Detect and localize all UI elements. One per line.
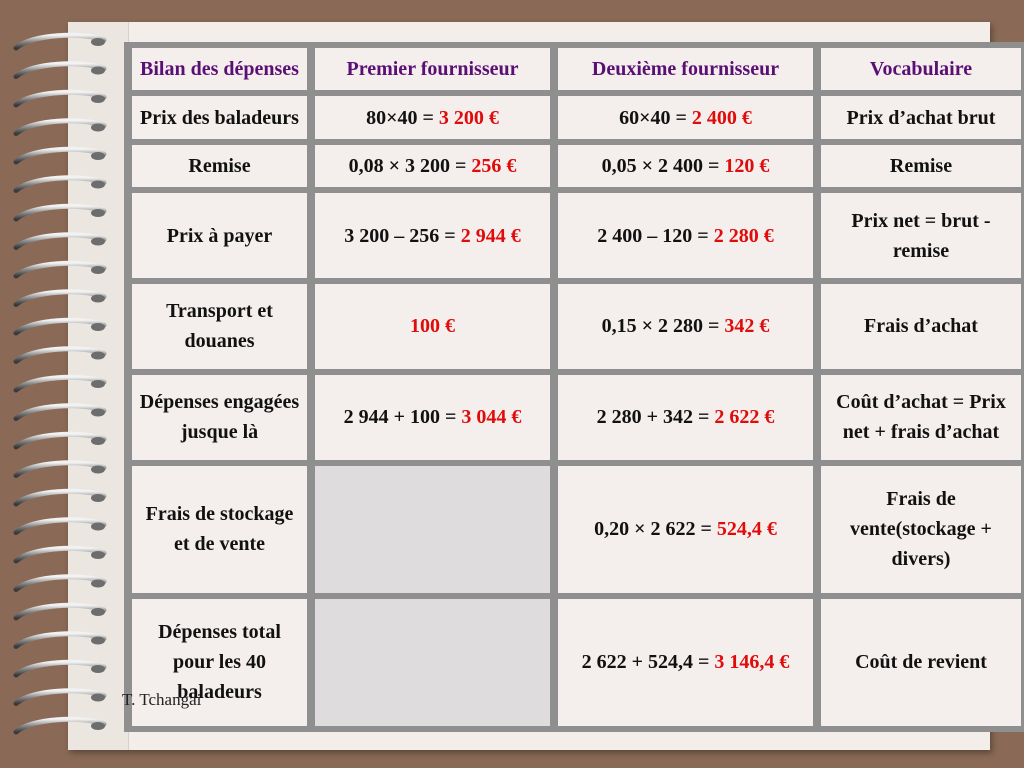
- calc-expr: 2 622 + 524,4 =: [581, 651, 715, 674]
- binding-hole-icon: [91, 380, 105, 388]
- binding-ring-icon: [16, 235, 104, 248]
- supplier1-empty-cell: [315, 599, 550, 726]
- binding-ring-icon: [16, 605, 104, 618]
- binding-hole-icon: [91, 551, 105, 559]
- calc-result: 2 622 €: [714, 406, 775, 429]
- binding-ring-icon: [16, 64, 104, 77]
- row-label: Frais de stockage et de vente: [132, 466, 307, 593]
- supplier1-cell: [315, 193, 550, 278]
- binding-ring-icon: [16, 149, 104, 162]
- binding-hole-icon: [91, 466, 105, 474]
- header-premier-fournisseur: Premier fournisseur: [315, 48, 550, 90]
- binding-ring-icon: [16, 434, 104, 447]
- author-credit: T. Tchangai: [122, 690, 202, 709]
- binding-ring-icon: [16, 206, 104, 219]
- row-label: Prix à payer: [132, 193, 307, 278]
- calc-result: 524,4 €: [716, 518, 777, 541]
- calc-result: 100 €: [410, 315, 455, 338]
- header-deuxieme-fournisseur: Deuxième fournisseur: [558, 48, 813, 90]
- binding-ring-icon: [16, 548, 104, 561]
- supplier2-cell: [558, 375, 813, 460]
- vocab-cell: Coût d’achat = Prix net + frais d’achat: [821, 375, 1021, 460]
- binding-hole-icon: [91, 352, 105, 360]
- header-vocabulaire: Vocabulaire: [821, 48, 1021, 90]
- binding-hole-icon: [91, 494, 105, 502]
- binding-ring-icon: [16, 491, 104, 504]
- row-label: Dépenses total pour les 40 baladeurs: [132, 599, 307, 726]
- supplier1-cell: [315, 284, 550, 369]
- calc-result: 120 €: [724, 154, 770, 177]
- header-bilan: Bilan des dépenses: [132, 48, 307, 90]
- binding-ring-icon: [16, 92, 104, 105]
- binding-ring-icon: [16, 377, 104, 390]
- supplier2-cell: [558, 96, 813, 138]
- supplier1-cell: [315, 145, 550, 187]
- calc-expr: 2 400 – 120 =: [597, 224, 714, 247]
- calc-result: 2 280 €: [713, 224, 774, 247]
- supplier1-empty-cell: [315, 466, 550, 593]
- expense-table: [124, 42, 1024, 732]
- binding-hole-icon: [91, 181, 105, 189]
- binding-ring-icon: [16, 406, 104, 419]
- calc-expr: 0,15 × 2 280 =: [601, 315, 725, 338]
- vocab-cell: Coût de revient: [821, 599, 1021, 726]
- calc-expr: 80×40 =: [366, 106, 439, 129]
- binding-ring-icon: [16, 520, 104, 533]
- binding-ring-icon: [16, 662, 104, 675]
- binding-hole-icon: [91, 608, 105, 616]
- binding-hole-icon: [91, 580, 105, 588]
- binding-ring-icon: [16, 35, 104, 48]
- binding-hole-icon: [91, 152, 105, 160]
- calc-expr: 0,08 × 3 200 =: [348, 154, 472, 177]
- row-label: Remise: [132, 145, 307, 187]
- binding-hole-icon: [91, 266, 105, 274]
- binding-hole-icon: [91, 694, 105, 702]
- vocab-cell: Frais d’achat: [821, 284, 1021, 369]
- row-label: Transport et douanes: [132, 284, 307, 369]
- row-label: Dépenses engagées jusque là: [132, 375, 307, 460]
- binding-ring-icon: [16, 634, 104, 647]
- calc-expr: 0,05 × 2 400 =: [601, 154, 725, 177]
- table-row: [132, 193, 1021, 278]
- table-header-row: [132, 48, 1021, 90]
- supplier2-cell: [558, 599, 813, 726]
- binding-hole-icon: [91, 665, 105, 673]
- binding-hole-icon: [91, 38, 105, 46]
- calc-result: 2 944 €: [460, 224, 521, 247]
- spiral-binding-icon: [12, 28, 112, 748]
- supplier2-cell: [558, 145, 813, 187]
- binding-hole-icon: [91, 209, 105, 217]
- calc-expr: 2 280 + 342 =: [596, 406, 715, 429]
- binding-hole-icon: [91, 295, 105, 303]
- supplier2-cell: [558, 284, 813, 369]
- binding-ring-icon: [16, 349, 104, 362]
- table-row: [132, 375, 1021, 460]
- vocab-cell: Frais de vente(stockage + divers): [821, 466, 1021, 593]
- supplier2-cell: [558, 466, 813, 593]
- binding-hole-icon: [91, 323, 105, 331]
- vocab-cell: Prix net = brut - remise: [821, 193, 1021, 278]
- calc-result: 256 €: [471, 154, 517, 177]
- row-label: Prix des baladeurs: [132, 96, 307, 138]
- table-row: [132, 145, 1021, 187]
- binding-ring-icon: [16, 719, 104, 732]
- calc-result: 2 400 €: [691, 106, 752, 129]
- binding-ring-icon: [16, 320, 104, 333]
- calc-result: 3 200 €: [438, 106, 499, 129]
- binding-hole-icon: [91, 637, 105, 645]
- table-row: [132, 284, 1021, 369]
- binding-hole-icon: [91, 67, 105, 75]
- calc-expr: 0,20 × 2 622 =: [594, 518, 717, 541]
- binding-hole-icon: [91, 409, 105, 417]
- binding-ring-icon: [16, 121, 104, 134]
- binding-ring-icon: [16, 263, 104, 276]
- binding-hole-icon: [91, 437, 105, 445]
- binding-ring-icon: [16, 292, 104, 305]
- calc-expr: 2 944 + 100 =: [343, 406, 462, 429]
- supplier1-cell: [315, 96, 550, 138]
- binding-ring-icon: [16, 577, 104, 590]
- binding-ring-icon: [16, 178, 104, 191]
- supplier2-cell: [558, 193, 813, 278]
- calc-result: 3 044 €: [461, 406, 522, 429]
- calc-result: 3 146,4 €: [714, 651, 790, 674]
- supplier1-cell: [315, 375, 550, 460]
- table-row: [132, 466, 1021, 593]
- binding-hole-icon: [91, 722, 105, 730]
- binding-ring-icon: [16, 691, 104, 704]
- vocab-cell: Prix d’achat brut: [821, 96, 1021, 138]
- binding-hole-icon: [91, 238, 105, 246]
- binding-hole-icon: [91, 523, 105, 531]
- table-row: [132, 599, 1021, 726]
- table-row: [132, 96, 1021, 138]
- binding-hole-icon: [91, 95, 105, 103]
- binding-hole-icon: [91, 124, 105, 132]
- calc-result: 342 €: [724, 315, 770, 338]
- calc-expr: 3 200 – 256 =: [344, 224, 461, 247]
- vocab-cell: Remise: [821, 145, 1021, 187]
- calc-expr: 60×40 =: [619, 106, 692, 129]
- binding-ring-icon: [16, 463, 104, 476]
